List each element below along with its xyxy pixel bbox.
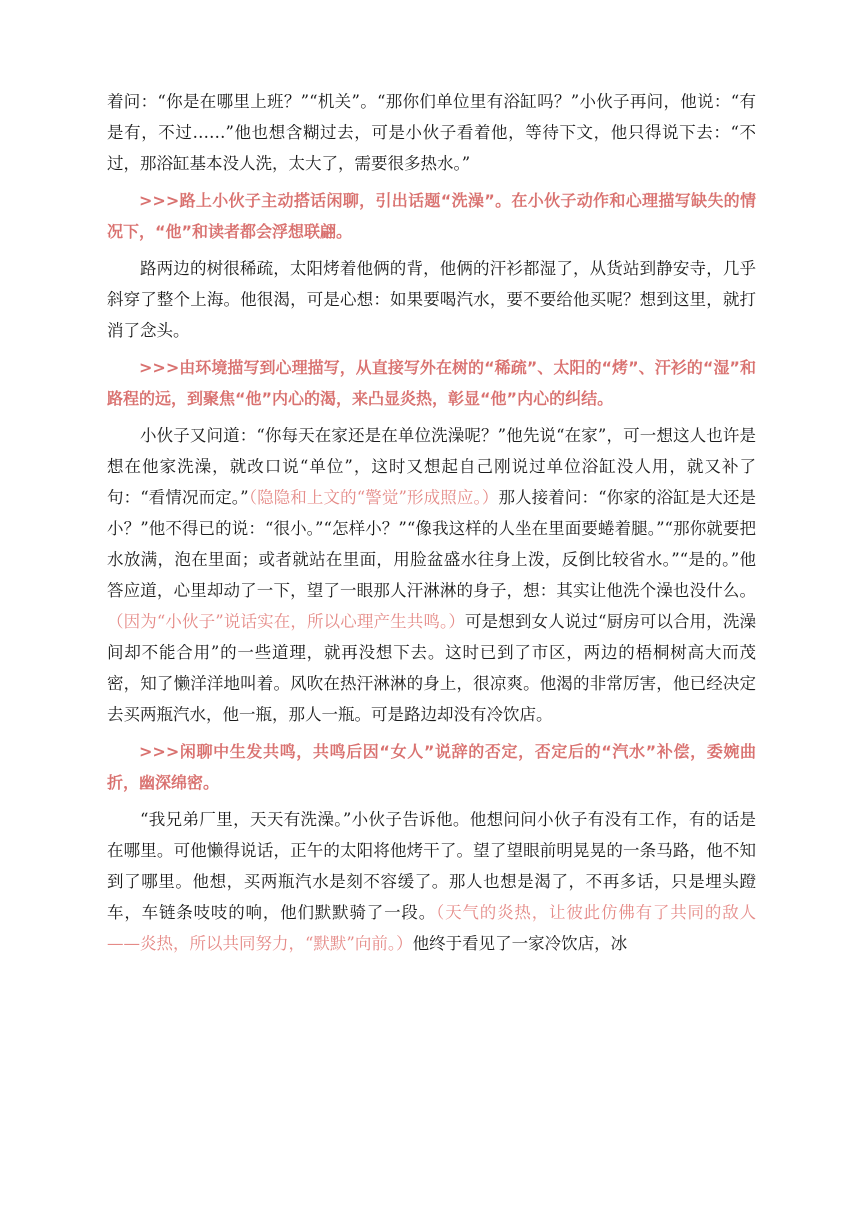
body-text: 他终于看见了一家冷饮店，冰 (412, 934, 628, 953)
body-text: 那人接着问：“你家的浴缸是大还是小？”他不得已的说：“很小。”“怎样小？”“像我这样的人坐在里面要蜷着腿。”“那你就要把水放满，泡在里面；或者就站在里面，用脸盆盛水往身上泼，反倒比较省水。”“是的。”他答应道，心里却动了一下，望了一眼那人汗淋淋的身子，想：其实让他洗个澡也没什么。 (107, 488, 757, 600)
annotation-comment: >>>路上小伙子主动搭话闲聊，引出话题“洗澡”。在小伙子动作和心理描写缺失的情况下，“他”和读者都会浮想联翩。 (107, 191, 756, 241)
body-paragraph (107, 86, 756, 179)
body-paragraph (107, 253, 756, 346)
inline-note: （因为“小伙子”说话实在，所以心理产生共鸣。） (107, 612, 465, 631)
body-text: 路两边的树很稀疏，太阳烤着他俩的背，他俩的汗衫都湿了，从货站到静安寺，几乎斜穿了整个上海。他很渴，可是心想：如果要喝汽水，要不要给他买呢？想到这里，就打消了念头。 (107, 259, 756, 340)
inline-note: （天气的炎热，让彼此仿佛有了共同的敌人——炎热，所以共同努力，“默默”向前。） (107, 903, 757, 953)
body-paragraph (107, 420, 756, 730)
inline-note: （隐隐和上文的“警觉”形成照应。） (248, 488, 499, 507)
body-text: 着问：“你是在哪里上班？”“机关”。“那你们单位里有浴缸吗？”小伙子再问，他说：“有是有，不过……”他也想含糊过去，可是小伙子看着他，等待下文，他只得说下去：“不过，那浴缸基本没人洗，太大了，需要很多热水。” (107, 92, 756, 173)
body-text: 小伙子又问道：“你每天在家还是在单位洗澡呢？”他先说“在家”，可一想这人也许是想在他家洗澡，就改口说“单位”，这时又想起自己刚说过单位浴缸没人用，就又补了句：“看情况而定。” (107, 426, 756, 507)
body-text: 可是想到女人说过“厨房可以合用，洗澡间却不能合用”的一些道理，就再没想下去。这时已到了市区，两边的梧桐树高大而茂密，知了懒洋洋地叫着。风吹在热汗淋淋的身上，很凉爽。他渴的非常厉害，他已经决定去买两瓶汽水，他一瓶，那人一瓶。可是路边却没有冷饮店。 (107, 612, 757, 724)
body-paragraph (107, 804, 756, 959)
body-text: “我兄弟厂里，天天有洗澡。”小伙子告诉他。他想问问小伙子有没有工作，有的话是在哪里。可他懒得说话，正午的太阳将他烤干了。望了望眼前明晃晃的一条马路，他不知到了哪里。他想，买两瓶汽水是刻不容缓了。那人也想是渴了，不再多话，只是埋头蹬车，车链条吱吱的响，他们默默骑了一段。 (107, 810, 756, 922)
document-page (107, 86, 756, 965)
annotation-comment: >>>由环境描写到心理描写，从直接写外在树的“稀疏”、太阳的“烤”、汗衫的“湿”和路程的远，到聚焦“他”内心的渴，来凸显炎热，彰显“他”内心的纠结。 (107, 358, 756, 408)
annotation-comment: >>>闲聊中生发共鸣，共鸣后因“女人”说辞的否定，否定后的“汽水”补偿，委婉曲折，幽深绵密。 (107, 742, 756, 792)
